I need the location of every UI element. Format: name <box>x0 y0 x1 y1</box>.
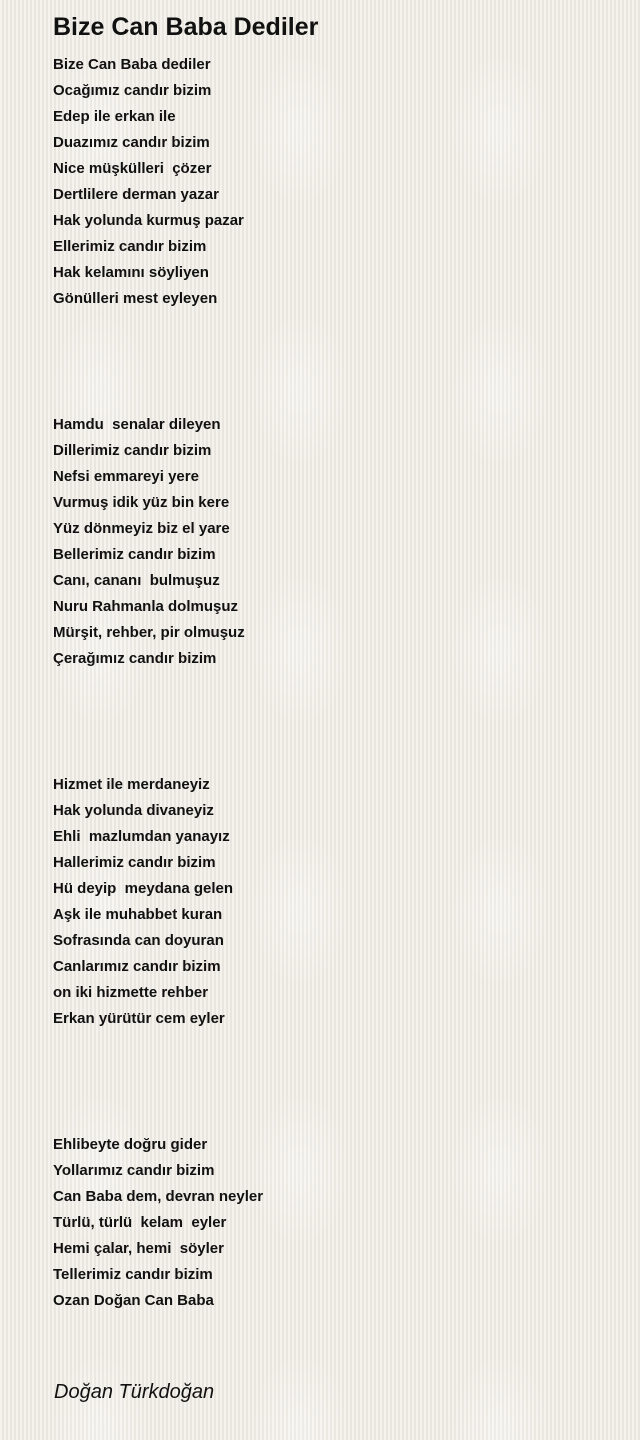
poem-line: Ehli mazlumdan yanayız <box>53 828 230 845</box>
stanza <box>53 52 613 312</box>
poem-line: Yollarımız candır bizim <box>53 1162 215 1179</box>
poem-line: Çerağımız candır bizim <box>53 650 217 667</box>
poem-line: Dertlilere derman yazar <box>53 186 219 203</box>
poem-line: Edep ile erkan ile <box>53 108 176 125</box>
poem-author: Doğan Türkdoğan <box>54 1381 215 1403</box>
poem-line: Vurmuş idik yüz bin kere <box>53 494 230 511</box>
poem-line: Ocağımız candır bizim <box>53 82 212 99</box>
poem-line: Can Baba dem, devran neyler <box>53 1188 264 1205</box>
poem-line: Ehlibeyte doğru gider <box>53 1136 208 1153</box>
poem-line: Hamdu senalar dileyen <box>53 416 221 433</box>
poem-line: Ozan Doğan Can Baba <box>53 1292 214 1309</box>
poem-line: Nefsi emmareyi yere <box>53 468 199 485</box>
poem-line: Tellerimiz candır bizim <box>53 1266 213 1283</box>
poem-line: Sofrasında can doyuran <box>53 932 224 949</box>
poem-line: Canı, cananı bulmuşuz <box>53 572 220 589</box>
poem-line: Nuru Rahmanla dolmuşuz <box>53 598 239 615</box>
poem-line: on iki hizmette rehber <box>53 984 209 1001</box>
poem-line: Hizmet ile merdaneyiz <box>53 776 210 793</box>
poem-line: Yüz dönmeyiz biz el yare <box>53 520 230 537</box>
poem-line: Bize Can Baba dediler <box>53 56 211 73</box>
poem-line: Hallerimiz candır bizim <box>53 854 216 871</box>
stanza-gap <box>53 312 613 412</box>
poem-line: Hak yolunda divaneyiz <box>53 802 214 819</box>
poem-line: Mürşit, rehber, pir olmuşuz <box>53 624 245 641</box>
poem-line: Ellerimiz candır bizim <box>53 238 207 255</box>
poem-line: Hak kelamını söyliyen <box>53 264 209 281</box>
poem-line: Canlarımız candır bizim <box>53 958 221 975</box>
poem-line: Aşk ile muhabbet kuran <box>53 906 223 923</box>
stanza <box>53 1132 613 1314</box>
poem-line: Hü deyip meydana gelen <box>53 880 234 897</box>
poem-line: Duazımız candır bizim <box>53 134 210 151</box>
poem-body <box>53 52 613 1314</box>
poem-line: Hemi çalar, hemi söyler <box>53 1240 224 1257</box>
poem-line: Erkan yürütür cem eyler <box>53 1010 225 1027</box>
poem-line: Dillerimiz candır bizim <box>53 442 212 459</box>
stanza-gap <box>53 672 613 772</box>
poem-line: Türlü, türlü kelam eyler <box>53 1214 227 1231</box>
stanza <box>53 412 613 672</box>
stanza <box>53 772 613 1032</box>
poem-line: Bellerimiz candır bizim <box>53 546 216 563</box>
poem-line: Hak yolunda kurmuş pazar <box>53 212 244 229</box>
poem-title: Bize Can Baba Dediler <box>53 13 319 41</box>
stanza-gap <box>53 1032 613 1132</box>
poem-line: Gönülleri mest eyleyen <box>53 290 218 307</box>
poem-line: Nice müşkülleri çözer <box>53 160 212 177</box>
